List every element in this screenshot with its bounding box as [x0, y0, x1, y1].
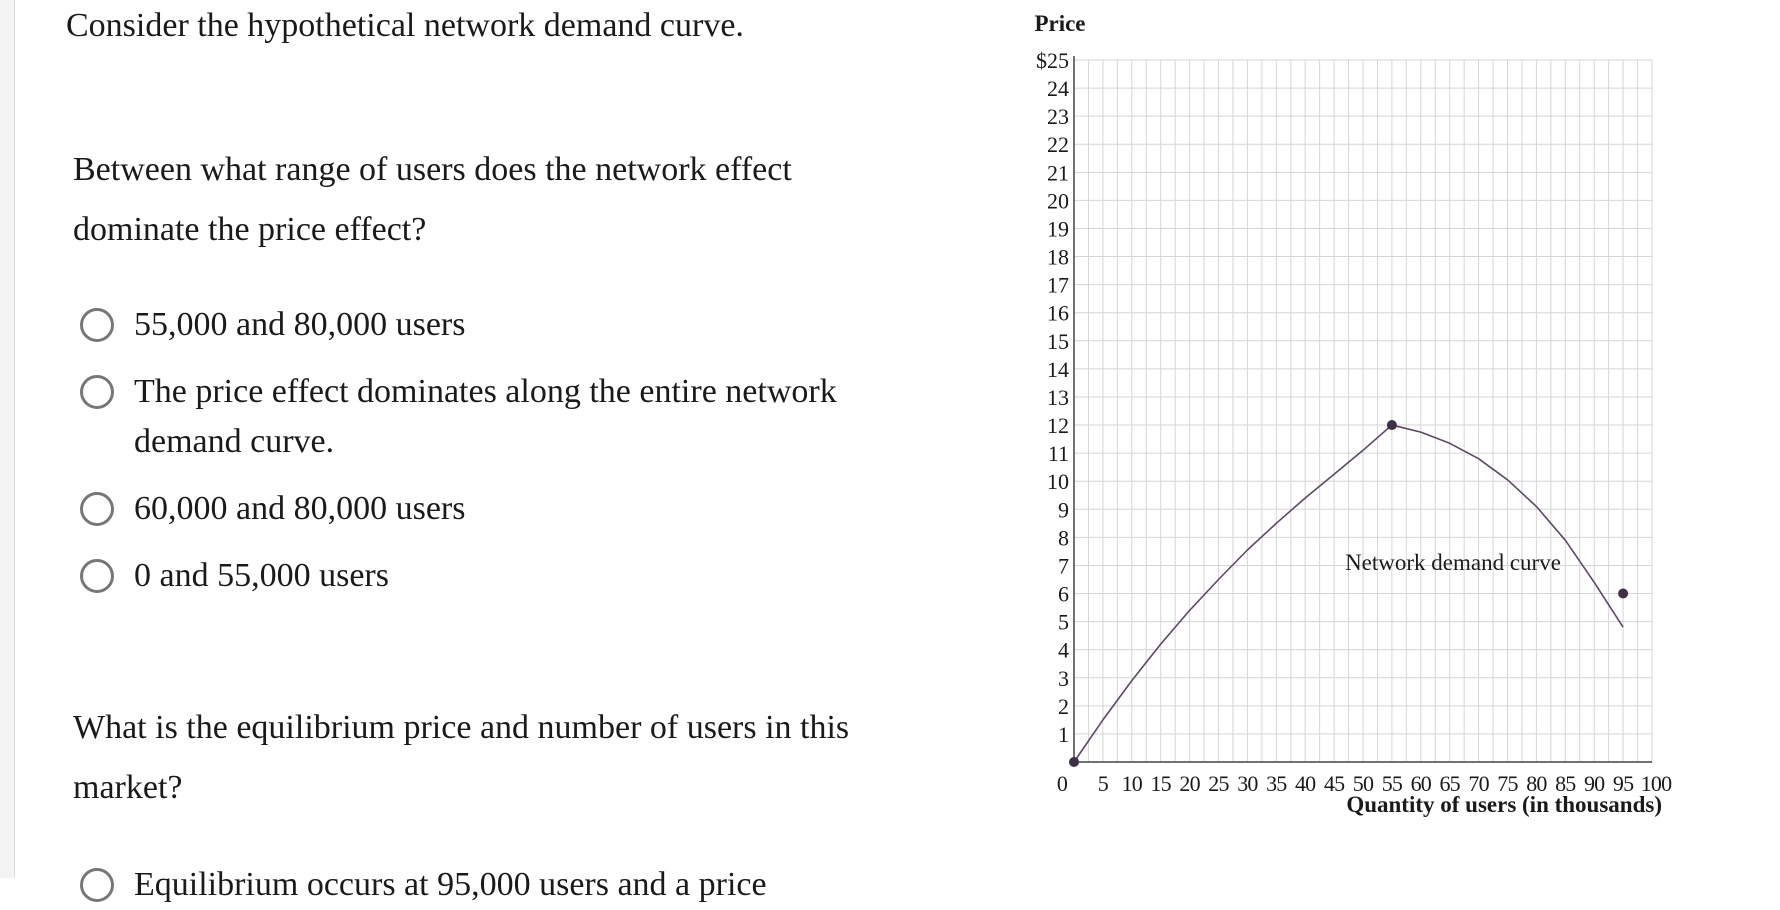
y-tick-label: 20 [1047, 188, 1069, 214]
y-tick-label: 17 [1047, 272, 1069, 298]
answer-option-label: The price effect dominates along the entire network demand curve. [134, 373, 837, 460]
x-tick-label: 65 [1439, 771, 1460, 796]
y-tick-labels [1036, 48, 1069, 747]
x-tick-label: 100 [1640, 771, 1672, 796]
y-tick-label: 4 [1058, 637, 1069, 663]
y-tick-label: 22 [1047, 132, 1069, 158]
y-tick-label: 24 [1047, 76, 1069, 102]
x-tick-label: 40 [1294, 771, 1316, 796]
y-tick-label: 11 [1047, 441, 1069, 467]
y-tick-label: 21 [1047, 160, 1069, 186]
y-tick-label: 12 [1047, 413, 1069, 439]
y-axis-label: Price [1034, 11, 1086, 36]
x-tick-label: 45 [1323, 771, 1345, 796]
y-tick-label: 8 [1058, 525, 1069, 551]
x-tick-label: 5 [1097, 771, 1109, 796]
x-tick-label: 50 [1352, 771, 1374, 796]
x-tick-label: 55 [1381, 771, 1403, 796]
chart-grid [1074, 60, 1652, 762]
x-tick-label: 15 [1150, 771, 1171, 796]
curve-label: Network demand curve [1345, 550, 1561, 575]
y-tick-label: 1 [1058, 721, 1069, 747]
y-tick-label: 15 [1047, 328, 1069, 354]
x-tick-label: 60 [1410, 771, 1432, 796]
answer-option-label: 60,000 and 80,000 users [134, 490, 466, 527]
y-tick-label: 14 [1047, 356, 1069, 382]
question-equilibrium: What is the equilibrium price and number of users in this market? [73, 709, 850, 806]
curve-point-marker [1618, 589, 1628, 599]
answer-option-label: 55,000 and 80,000 users [134, 306, 466, 343]
answer-option-label: 0 and 55,000 users [134, 557, 389, 594]
y-tick-label: 3 [1058, 665, 1069, 691]
y-tick-label: 23 [1047, 104, 1069, 130]
x-tick-label: 70 [1468, 771, 1489, 796]
y-tick-label: 13 [1047, 384, 1069, 410]
y-tick-label: 5 [1058, 609, 1069, 635]
y-tick-label: 7 [1058, 553, 1069, 579]
x-tick-label: 20 [1179, 771, 1200, 796]
curve-point-marker [1069, 757, 1079, 767]
y-tick-label: 9 [1058, 497, 1069, 523]
x-tick-label: 10 [1121, 771, 1143, 796]
x-tick-label: 85 [1555, 771, 1576, 796]
y-tick-label: 2 [1058, 693, 1069, 719]
answer-option-label: Equilibrium occurs at 95,000 users and a price [134, 866, 767, 903]
x-tick-label: 95 [1612, 771, 1634, 796]
y-tick-label: 18 [1047, 244, 1069, 270]
problem-intro: Consider the hypothetical network demand curve. [66, 7, 744, 44]
y-tick-label: 10 [1047, 469, 1069, 495]
x-tick-label: 35 [1266, 771, 1287, 796]
y-tick-label: 19 [1047, 216, 1069, 242]
x-tick-label: 30 [1237, 771, 1258, 796]
y-tick-label: $25 [1036, 48, 1069, 73]
y-tick-label: 6 [1058, 581, 1069, 607]
curve-point-marker [1387, 420, 1397, 430]
x-tick-label: 80 [1526, 771, 1547, 796]
x-tick-label: 25 [1208, 771, 1229, 796]
x-tick-label: 90 [1583, 771, 1605, 796]
x-tick-label: 0 [1056, 771, 1068, 796]
y-tick-label: 16 [1047, 300, 1069, 326]
x-tick-label: 75 [1497, 771, 1518, 796]
x-axis-label: Quantity of users (in thousands) [1346, 792, 1662, 817]
question-network-effect-range: Between what range of users does the network effect dominate the price effect? [73, 151, 792, 248]
